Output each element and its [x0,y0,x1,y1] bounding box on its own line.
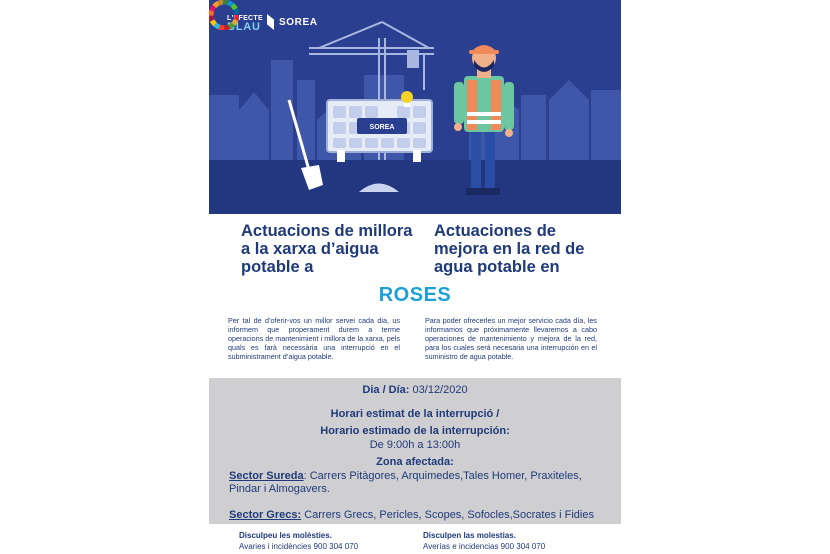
ground-shape [209,160,621,214]
schedule-label-catalan: Horari estimat de la interrupció / [330,408,500,420]
apology-catalan: Disculpeu les molèsties. [239,531,332,540]
sorea-mark-icon [267,14,274,30]
date-value: 03/12/2020 [412,384,468,396]
contact-spanish: Averías e incidencias 900 304 070 [423,542,546,551]
panel-label: SOREA [369,124,395,131]
brand-logo-top-text: L'EFECTE [227,15,263,22]
paragraph-spanish: Para poder ofrecerles un mejor servicio cada día, les informamos que próximamente llevaremos a cabo operaciones de mantenimiento y mejora de la red, para los cuales será necesaria una interrupción en el suministro de agua potable. [425,316,597,361]
paragraph-catalan: Per tal de d’oferir-vos un millor servei cada dia, us informem que properament durem a terme operacions de mantenimient i millora de la xarxa, pels quals es farà necessària una interrupció en el subministrament d’aigua potable. [228,316,400,361]
fence-panel-shape [327,100,432,162]
footer-catalan [239,530,358,552]
interruption-info-box [209,378,621,524]
construction-scene-illustration [209,0,621,214]
town-name: ROSES [378,284,452,306]
zone-label: Zona afectada: [376,456,454,468]
crane-counterweight-shape [407,50,419,68]
title-catalan: Actuacions de millora a la xarxa d’aigua potable a [241,222,413,276]
title-spanish: Actuaciones de mejora en la red de agua potable en [434,222,585,276]
sector-grecs-streets: Carrers Grecs, Pericles, Scopes, Sofocles,Socrates i Fidies [301,509,594,521]
schedule-label-spanish: Horario estimado de la interrupción: [320,425,510,437]
footer-spanish [423,530,545,552]
brand-logo-bottom-text: BLAU [227,21,261,33]
date-line [209,384,621,396]
sector-sureda-name: Sector Sureda [229,470,304,482]
sector-grecs-name: Sector Grecs: [229,509,302,521]
date-label: Dia / Día: [362,384,410,396]
hero-illustration [209,0,621,214]
sector-sureda [229,470,609,496]
brand-sorea-logo [267,14,318,30]
sector-sureda-streets: : Carrers Pitàgores, Arquimedes,Tales Homer, Praxiteles, Pindar i Almogavers. [229,470,582,495]
schedule-value: De 9:00h a 13:00h [369,439,461,451]
sdg-wheel-icon [209,0,239,30]
sector-grecs [229,509,609,522]
sorea-logo-text: SOREA [279,16,318,28]
contact-catalan: Avaries i incidències 900 304 070 [239,542,359,551]
notice-poster [209,0,621,554]
apology-spanish: Disculpen las molestias. [423,531,516,540]
